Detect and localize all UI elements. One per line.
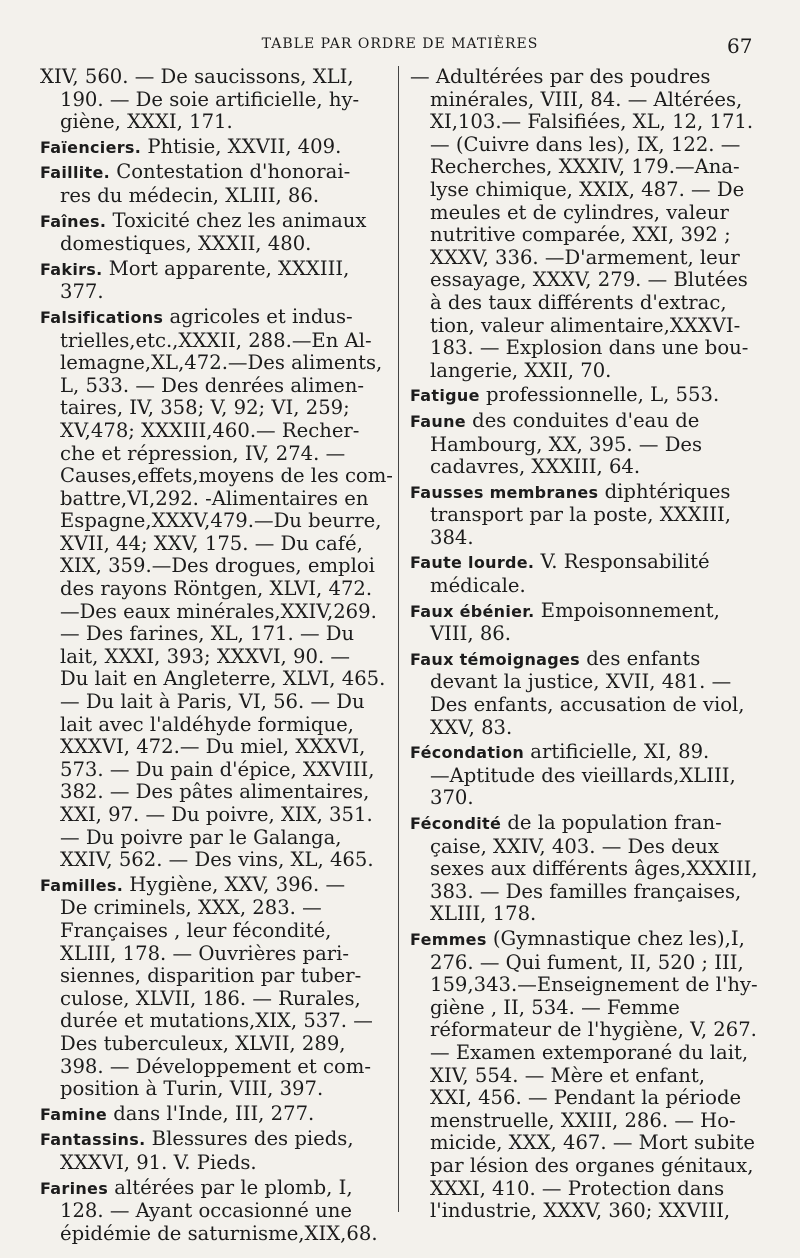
entry-text: 383. — Des familles françaises,: [430, 879, 742, 903]
entry-keyword: Faune: [410, 411, 466, 431]
entry-text: XXXVI, 91. V. Pieds.: [60, 1150, 257, 1174]
entry-line: [410, 623, 765, 646]
entry-line: [410, 575, 765, 598]
entry-text: —Des eaux minérales,XXIV,269.: [60, 599, 377, 623]
entry-text: XLIII, 178. — Ouvrières pari-: [60, 941, 350, 965]
entry-text: — (Cuivre dans les), IX, 122. —: [430, 132, 741, 156]
entry-keyword: Fécondation: [410, 743, 525, 763]
entry-text: essayage, XXXV, 279. — Blutées: [430, 268, 748, 292]
entry-line: [410, 765, 765, 788]
entry-line: [410, 527, 765, 550]
entry-line: [40, 533, 392, 556]
entry-line: [40, 397, 392, 420]
entry-line: [410, 315, 765, 338]
entry-line: [410, 671, 765, 694]
entry-text: cadavres, XXXIII, 64.: [430, 455, 641, 479]
entry-text: giène, XXXI, 171.: [60, 110, 233, 134]
index-entry: [40, 306, 392, 872]
entry-text: Causes,effets,moyens de les com-: [60, 464, 393, 488]
entry-line: [410, 1132, 765, 1155]
entry-keyword: Faillite.: [40, 163, 111, 183]
entry-line: [410, 694, 765, 717]
entry-text: L, 533. — Des denrées alimen-: [60, 373, 364, 397]
entry-line: [410, 903, 765, 926]
entry-line: [40, 1152, 392, 1175]
entry-line: [40, 1177, 392, 1201]
entry-text: 370.: [430, 786, 474, 810]
entry-text: artificielle, XI, 89.: [524, 740, 710, 764]
entry-line: [40, 943, 392, 966]
entry-keyword: Faute lourde.: [410, 553, 535, 573]
entry-text: à des taux différents d'extrac,: [430, 290, 727, 314]
entry-line: [410, 224, 765, 247]
entry-text: diphtériques: [598, 479, 731, 503]
entry-text: des rayons Röntgen, XLVI, 472.: [60, 577, 373, 601]
entry-text: 377.: [60, 280, 104, 304]
entry-line: [40, 1128, 392, 1152]
entry-text: Hambourg, XX, 395. — Des: [430, 432, 703, 456]
entry-line: [410, 741, 765, 765]
entry-line: [40, 920, 392, 943]
entry-text: des enfants: [580, 646, 701, 670]
entry-line: [40, 136, 392, 160]
entry-line: [40, 1200, 392, 1223]
entry-text: agricoles et indus-: [163, 304, 353, 328]
entry-line: [40, 111, 392, 134]
entry-text: XVII, 44; XXV, 175. — Du café,: [60, 531, 363, 555]
entry-text: 398. — Développement et com-: [60, 1054, 371, 1078]
index-entry: [410, 481, 765, 550]
index-entry: [40, 136, 392, 160]
entry-text: 573. — Du pain d'épice, XXVIII,: [60, 757, 375, 781]
entry-text: Blessures des pieds,: [145, 1127, 354, 1151]
column-divider: [398, 66, 399, 1212]
entry-line: [40, 781, 392, 804]
left-column: [40, 66, 392, 1247]
entry-text: position à Turin, VIII, 397.: [60, 1077, 324, 1101]
entry-line: [410, 648, 765, 672]
entry-line: [410, 202, 765, 225]
entry-line: [40, 465, 392, 488]
entry-line: [410, 337, 765, 360]
entry-text: XIV, 554. — Mère et enfant,: [430, 1063, 705, 1087]
entry-text: siennes, disparition par tuber-: [60, 964, 362, 988]
entry-line: [410, 179, 765, 202]
entry-line: [410, 1110, 765, 1133]
entry-line: [410, 858, 765, 881]
entry-keyword: Fécondité: [410, 814, 502, 833]
index-entry: [40, 1103, 392, 1127]
entry-line: [410, 1042, 765, 1065]
entry-text: — Des farines, XL, 171. — Du: [60, 622, 355, 646]
entry-line: [40, 646, 392, 669]
index-entry: [40, 210, 392, 256]
entry-keyword: Fantassins.: [40, 1130, 146, 1150]
index-entry: [410, 410, 765, 479]
entry-text: médicale.: [430, 574, 526, 598]
entry-line: [410, 410, 765, 434]
entry-line: [40, 668, 392, 691]
entry-text: épidémie de saturnisme,XIX,68.: [60, 1221, 378, 1245]
entry-text: Espagne,XXXV,479.—Du beurre,: [60, 509, 382, 533]
entry-text: devant la justice, XVII, 481. —: [430, 670, 732, 694]
entry-line: [40, 443, 392, 466]
entry-text: lyse chimique, XXIX, 487. — De: [430, 177, 745, 201]
entry-line: [40, 488, 392, 511]
entry-text: — Adultérées par des poudres: [410, 65, 711, 88]
entry-text: 128. — Ayant occasionné une: [60, 1199, 352, 1223]
entry-line: [40, 510, 392, 533]
entry-line: [40, 874, 392, 898]
index-entry: [40, 1128, 392, 1174]
entry-line: [410, 836, 765, 859]
entry-line: [40, 827, 392, 850]
entry-line: [40, 1223, 392, 1246]
entry-line: [410, 1019, 765, 1042]
entry-text: l'industrie, XXXV, 360; XXVIII,: [430, 1199, 731, 1223]
entry-text: Recherches, XXXIV, 179.—Ana-: [430, 155, 740, 179]
entry-keyword: Farines: [40, 1178, 109, 1198]
entry-text: trielles,etc.,XXXII, 288.—En Al-: [60, 328, 372, 352]
entry-line: [410, 881, 765, 904]
entry-line: [40, 601, 392, 624]
entry-line: [410, 812, 765, 836]
entry-line: [410, 787, 765, 810]
entry-line: [40, 623, 392, 646]
entry-text: meules et de cylindres, valeur: [430, 200, 729, 224]
entry-line: [40, 988, 392, 1011]
entry-text: Hygiène, XXV, 396. —: [123, 872, 346, 896]
entry-line: [40, 1056, 392, 1079]
index-entry: [40, 161, 392, 207]
index-entry: [40, 874, 392, 1101]
index-entry: [410, 384, 765, 408]
index-entry: [410, 648, 765, 739]
entry-text: (Gymnastique chez les),I,: [486, 926, 745, 950]
entry-text: XXI, 97. — Du poivre, XIX, 351.: [60, 803, 373, 826]
entry-line: [410, 600, 765, 624]
entry-line: [40, 89, 392, 112]
index-entry: [410, 551, 765, 597]
entry-text: 183. — Explosion dans une bou-: [430, 336, 749, 360]
entry-text: altérées par le plomb, I,: [108, 1175, 353, 1199]
entry-line: [410, 551, 765, 575]
index-entry: [40, 258, 392, 304]
entry-line: [40, 578, 392, 601]
entry-line: [410, 89, 765, 112]
entry-text: transport par la poste, XXXIII,: [430, 503, 732, 527]
entry-text: domestiques, XXXII, 480.: [60, 232, 312, 256]
entry-line: [40, 233, 392, 256]
entry-keyword: Familles.: [40, 875, 124, 895]
entry-text: — Du lait à Paris, VI, 56. — Du: [60, 690, 365, 714]
entry-text: XXXV, 336. —D'armement, leur: [430, 245, 740, 269]
entry-text: 384.: [430, 525, 474, 549]
entry-line: [410, 269, 765, 292]
entry-text: durée et mutations,XIX, 537. —: [60, 1009, 373, 1033]
entry-keyword: Fakirs.: [40, 259, 103, 279]
entry-text: minérales, VIII, 84. — Altérées,: [430, 87, 743, 111]
entry-line: [410, 717, 765, 740]
entry-text: Françaises , leur fécondité,: [60, 918, 332, 942]
entry-text: professionnelle, L, 553.: [479, 383, 720, 407]
entry-line: [410, 434, 765, 457]
right-column: [410, 66, 765, 1225]
entry-line: [40, 759, 392, 782]
entry-text: XV,478; XXXIII,460.— Recher-: [60, 418, 360, 442]
entry-line: [40, 306, 392, 330]
entry-line: [410, 384, 765, 408]
entry-text: 159,343.—Enseignement de l'hy-: [430, 973, 758, 997]
entry-line: [40, 1078, 392, 1101]
entry-text: des conduites d'eau de: [465, 408, 700, 432]
index-entry: [40, 66, 392, 134]
entry-line: [40, 965, 392, 988]
entry-line: [410, 1087, 765, 1110]
running-title: TABLE PAR ORDRE DE MATIÈRES: [261, 36, 539, 52]
index-entry: [410, 66, 765, 382]
entry-line: [40, 1103, 392, 1127]
entry-line: [40, 258, 392, 282]
entry-line: [410, 360, 765, 383]
entry-line: [410, 997, 765, 1020]
entry-line: [40, 66, 392, 89]
entry-text: XXV, 83.: [430, 715, 513, 739]
entry-text: — Examen extemporané du lait,: [430, 1040, 749, 1064]
entry-text: XIX, 359.—Des drogues, emploi: [60, 554, 375, 578]
entry-line: [410, 1200, 765, 1223]
entry-text: çaise, XXIV, 403. — Des deux: [430, 834, 719, 858]
entry-text: lait, XXXI, 393; XXXVI, 90. —: [60, 644, 350, 668]
entry-text: De criminels, XXX, 283. —: [60, 896, 322, 920]
entry-text: de la population fran-: [501, 811, 722, 834]
index-entry: [410, 812, 765, 926]
entry-text: Empoisonnement,: [534, 598, 720, 622]
entry-text: XXXVI, 472.— Du miel, XXXVI,: [60, 735, 366, 759]
entry-text: micide, XXX, 467. — Mort subite: [430, 1131, 755, 1155]
entry-text: XLIII, 178.: [430, 902, 537, 926]
entry-line: [410, 247, 765, 270]
entry-line: [40, 281, 392, 304]
entry-keyword: Fatigue: [410, 386, 480, 406]
entry-keyword: Falsifications: [40, 307, 164, 327]
index-entry: [410, 600, 765, 646]
entry-text: 190. — De soie artificielle, hy-: [60, 87, 360, 111]
entry-text: taires, IV, 358; V, 92; VI, 259;: [60, 396, 350, 420]
entry-text: Phtisie, XXVII, 409.: [141, 134, 342, 158]
entry-line: [410, 974, 765, 997]
entry-line: [410, 481, 765, 505]
entry-line: [40, 714, 392, 737]
entry-text: Du lait en Angleterre, XLVI, 465.: [60, 667, 386, 691]
entry-line: [410, 928, 765, 952]
entry-text: VIII, 86.: [430, 622, 511, 646]
entry-keyword: Femmes: [410, 929, 487, 949]
entry-text: che et répression, IV, 274. —: [60, 441, 346, 465]
entry-line: [410, 456, 765, 479]
entry-line: [410, 66, 765, 89]
entry-line: [410, 1065, 765, 1088]
entry-text: menstruelle, XXIII, 286. — Ho-: [430, 1108, 736, 1132]
index-entry: [40, 1177, 392, 1246]
entry-text: langerie, XXII, 70.: [430, 358, 612, 382]
entry-line: [40, 352, 392, 375]
entry-text: lait avec l'aldéhyde formique,: [60, 712, 354, 736]
entry-text: XXXI, 410. — Protection dans: [430, 1176, 725, 1200]
entry-text: culose, XLVII, 186. — Rurales,: [60, 986, 361, 1010]
entry-line: [40, 185, 392, 208]
entry-keyword: Faux témoignages: [410, 649, 580, 669]
entry-line: [410, 111, 765, 134]
entry-line: [410, 134, 765, 157]
entry-keyword: Faînes.: [40, 211, 107, 231]
entry-line: [40, 1033, 392, 1056]
entry-keyword: Famine: [40, 1104, 107, 1124]
entry-line: [410, 292, 765, 315]
entry-line: [40, 330, 392, 353]
entry-line: [40, 691, 392, 714]
entry-text: 382. — Des pâtes alimentaires,: [60, 780, 370, 804]
entry-text: 276. — Qui fument, II, 520 ; III,: [430, 950, 744, 974]
entry-text: dans l'Inde, III, 277.: [107, 1101, 315, 1125]
index-entry: [410, 928, 765, 1223]
entry-line: [410, 156, 765, 179]
entry-line: [40, 420, 392, 443]
entry-text: tion, valeur alimentaire,XXXVI-: [430, 313, 741, 337]
entry-line: [410, 952, 765, 975]
entry-text: — Du poivre par le Galanga,: [60, 825, 342, 849]
entry-line: [410, 1178, 765, 1201]
entry-text: sexes aux différents âges,XXXIII,: [430, 857, 758, 881]
entry-line: [410, 504, 765, 527]
entry-line: [40, 555, 392, 578]
entry-text: V. Responsabilité: [534, 550, 710, 574]
entry-keyword: Fausses membranes: [410, 482, 599, 502]
entry-text: Des tuberculeux, XLVII, 289,: [60, 1031, 346, 1055]
entry-text: XIV, 560. — De saucissons, XLI,: [40, 65, 354, 88]
entry-line: [40, 736, 392, 759]
entry-text: réformateur de l'hygiène, V, 267.: [430, 1018, 757, 1042]
entry-line: [40, 375, 392, 398]
entry-line: [410, 1155, 765, 1178]
entry-line: [40, 804, 392, 827]
entry-text: lemagne,XL,472.—Des aliments,: [60, 351, 383, 375]
page-number: 67: [727, 34, 753, 58]
entry-text: Des enfants, accusation de viol,: [430, 693, 745, 717]
entry-text: XI,103.— Falsifiées, XL, 12, 171.: [430, 110, 754, 134]
entry-text: par lésion des organes génitaux,: [430, 1153, 754, 1177]
index-entry: [410, 741, 765, 810]
entry-keyword: Faux ébénier.: [410, 601, 535, 621]
entry-text: XXI, 456. — Pendant la période: [430, 1086, 742, 1110]
entry-text: XXIV, 562. — Des vins, XL, 465.: [60, 848, 374, 872]
entry-line: [40, 897, 392, 920]
entry-text: —Aptitude des vieillards,XLIII,: [430, 763, 736, 787]
entry-line: [40, 210, 392, 234]
entry-text: res du médecin, XLIII, 86.: [60, 183, 320, 207]
entry-text: nutritive comparée, XXI, 392 ;: [430, 223, 731, 247]
entry-text: Toxicité chez les animaux: [106, 208, 367, 232]
entry-line: [40, 849, 392, 872]
entry-text: giène , II, 534. — Femme: [430, 995, 680, 1019]
entry-keyword: Faïenciers.: [40, 137, 142, 157]
entry-line: [40, 161, 392, 185]
entry-text: battre,VI,292. -Alimentaires en: [60, 486, 369, 510]
entry-text: Contestation d'honorai-: [110, 160, 351, 184]
entry-text: Mort apparente, XXXIII,: [102, 256, 350, 280]
entry-line: [40, 1010, 392, 1033]
